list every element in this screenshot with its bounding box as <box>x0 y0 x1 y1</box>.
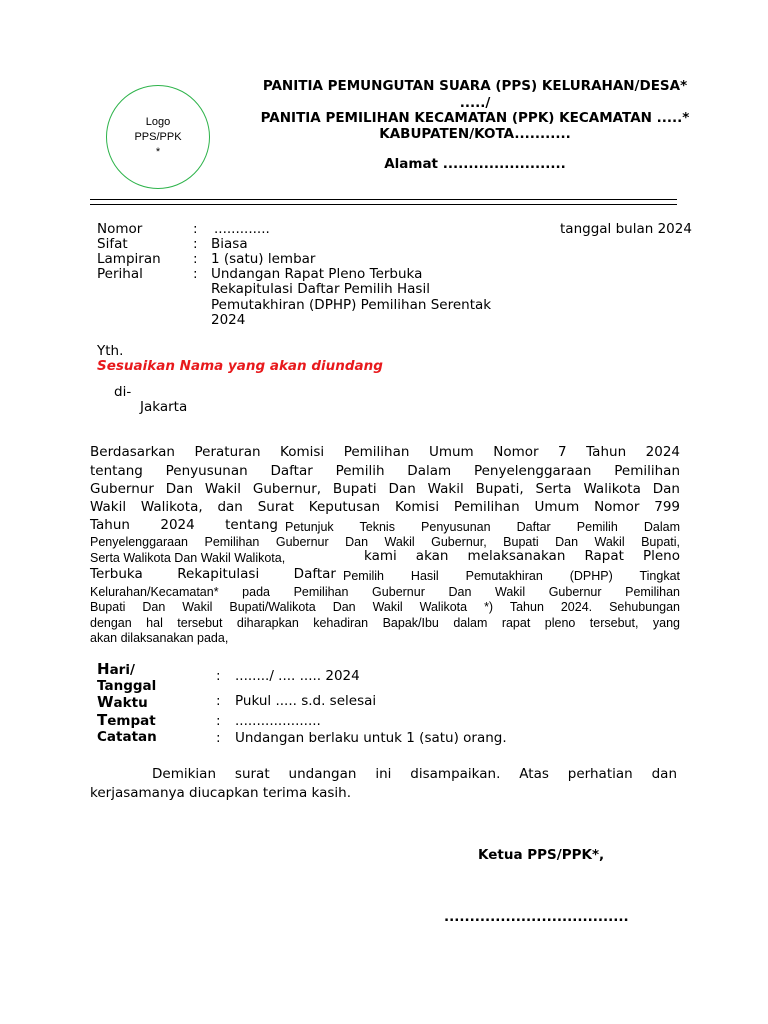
header-line-4: KABUPATEN/KOTA........... <box>379 126 571 142</box>
hari-label-rest: ari/ <box>109 662 135 678</box>
body-line-8a: Terbuka Rekapitulasi Daftar <box>90 566 336 582</box>
hari-label <box>97 660 135 679</box>
letter-date: tanggal bulan 2024 <box>560 221 692 237</box>
tempat-label <box>97 711 156 730</box>
closing-line-1: Demikian surat undangan ini disampaikan. Atas perhatian dan <box>152 766 677 782</box>
hari-colon: : <box>216 668 221 684</box>
body-line-3: Gubernur Dan Wakil Gubernur, Bupati Dan Wakil Bupati, Serta Walikota Dan <box>90 481 680 497</box>
perihal-line-2: Rekapitulasi Daftar Pemilih Hasil <box>211 281 430 297</box>
perihal-label: Perihal <box>97 266 143 282</box>
body-line-2: tentang Penyusunan Daftar Pemilih Dalam Penyelenggaraan Pemilihan <box>90 463 680 479</box>
waktu-label <box>97 693 148 712</box>
waktu-value: Pukul ..... s.d. selesai <box>235 693 377 709</box>
body-line-5a: Tahun 2024 tentang <box>90 517 278 533</box>
lampiran-value: 1 (satu) lembar <box>211 251 316 267</box>
catatan-colon: : <box>216 730 221 746</box>
logo-text-3: * <box>155 145 161 158</box>
body-line-5b: Petunjuk Teknis Penyusunan Daftar Pemilih Dalam <box>285 520 680 534</box>
nomor-value: ............. <box>214 221 270 237</box>
perihal-line-1: Undangan Rapat Pleno Terbuka <box>211 266 423 282</box>
perihal-line-4: 2024 <box>211 312 246 328</box>
body-line-9: Kelurahan/Kecamatan* pada Pemilihan Gubernur Dan Wakil Gubernur Pemilihan <box>90 585 680 599</box>
body-line-8b: Pemilih Hasil Pemutakhiran (DPHP) Tingkat <box>343 569 680 583</box>
nomor-colon: : <box>193 221 198 237</box>
tempat-value: .................... <box>235 713 321 729</box>
header-rule-bottom <box>90 204 677 205</box>
header-address: Alamat ........................ <box>384 156 566 172</box>
logo-text-2: PPS/PPK <box>134 130 182 143</box>
body-line-4: Wakil Walikota, dan Surat Keputusan Komisi Pemilihan Umum Nomor 799 <box>90 499 680 515</box>
catatan-label: Catatan <box>97 729 157 745</box>
body-line-11: dengan hal tersebut diharapkan kehadiran Bapak/Ibu dalam rapat pleno tersebut, yang <box>90 616 680 630</box>
recipient-di: di- <box>114 384 132 400</box>
logo-placeholder <box>106 85 210 189</box>
nomor-label: Nomor <box>97 221 143 237</box>
hari-label-initial: H <box>97 660 110 678</box>
header-line-3: PANITIA PEMILIHAN KECAMATAN (PPK) KECAMATAN .....* <box>260 110 690 126</box>
tempat-label-initial: T <box>97 711 108 729</box>
recipient-yth: Yth. <box>97 343 124 359</box>
hari-value: ......../ .... ..... 2024 <box>235 668 360 684</box>
body-line-7b: kami akan melaksanakan Rapat Pleno <box>364 548 680 564</box>
perihal-line-3: Pemutakhiran (DPHP) Pemilihan Serentak <box>211 297 492 313</box>
header-line-2: ...../ <box>459 95 491 111</box>
lampiran-label: Lampiran <box>97 251 161 267</box>
waktu-label-rest: aktu <box>113 695 148 711</box>
sifat-colon: : <box>193 236 198 252</box>
sifat-label: Sifat <box>97 236 128 252</box>
header-line-1: PANITIA PEMUNGUTAN SUARA (PPS) KELURAHAN/DESA* <box>262 78 688 94</box>
waktu-colon: : <box>216 693 221 709</box>
body-line-7a: Serta Walikota Dan Wakil Walikota, <box>90 551 286 565</box>
logo-text-1: Logo <box>145 115 171 128</box>
catatan-value: Undangan berlaku untuk 1 (satu) orang. <box>235 730 507 746</box>
lampiran-colon: : <box>193 251 198 267</box>
header-rule-top <box>90 199 677 200</box>
closing-line-2: kerjasamanya diucapkan terima kasih. <box>90 785 351 801</box>
signature-name: .................................... <box>444 909 629 925</box>
recipient-name: Sesuaikan Nama yang akan diundang <box>97 358 383 374</box>
body-line-12: akan dilaksanakan pada, <box>90 631 229 645</box>
body-line-10: Bupati Dan Wakil Bupati/Walikota Dan Wakil Walikota *) Tahun 2024. Sehubungan <box>90 600 680 614</box>
perihal-colon: : <box>193 266 198 282</box>
tempat-label-rest: empat <box>107 713 156 729</box>
signature-title: Ketua PPS/PPK*, <box>478 847 605 863</box>
body-line-1: Berdasarkan Peraturan Komisi Pemilihan Umum Nomor 7 Tahun 2024 <box>90 444 680 460</box>
tanggal-label: Tanggal <box>97 678 157 694</box>
waktu-label-initial: W <box>97 693 114 711</box>
sifat-value: Biasa <box>211 236 248 252</box>
recipient-city: Jakarta <box>140 399 188 415</box>
tempat-colon: : <box>216 713 221 729</box>
body-line-6: Penyelenggaraan Pemilihan Gubernur Dan Wakil Gubernur, Bupati Dan Wakil Bupati, <box>90 535 680 549</box>
